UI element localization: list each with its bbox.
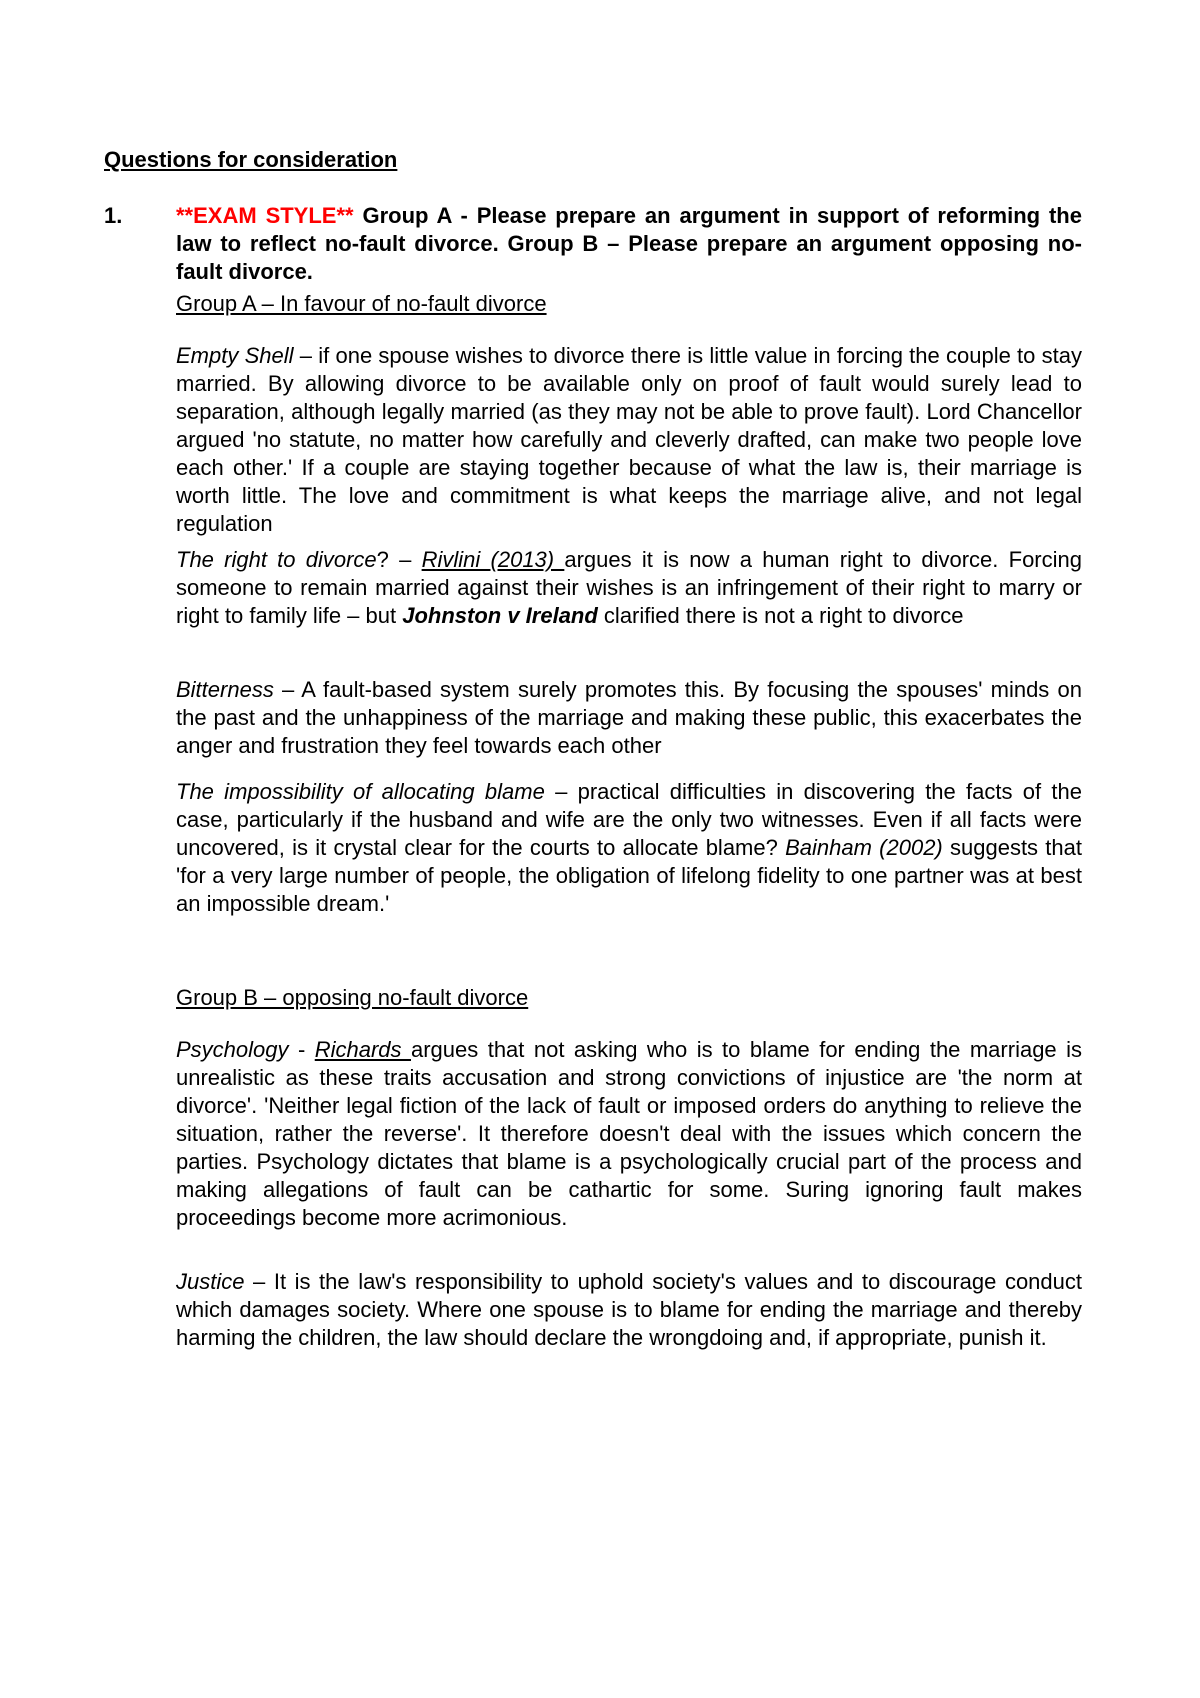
- right-to-divorce-text2: clarified there is not a right to divorce: [597, 603, 964, 628]
- justice-term: Justice: [176, 1269, 245, 1294]
- richards-citation: Richards: [314, 1037, 411, 1062]
- right-to-divorce-sep: ? –: [376, 547, 422, 572]
- justice-text: – It is the law's responsibility to uphold society's values and to discourage conduct which damages society. Where one spouse is to blame for ending the marriage and thereby harming the children, the law should declare the wrongdoing and, if appropriate, punish it.: [176, 1269, 1082, 1350]
- page-title: Questions for consideration: [104, 147, 398, 172]
- johnston-case: Johnston v Ireland: [402, 603, 598, 628]
- bainham-citation: Bainham (2002): [785, 835, 943, 860]
- group-a-bitterness-paragraph: [176, 676, 1082, 760]
- right-to-divorce-text1: argues it is now a human right to divorce. Forcing someone to remain married against their wishes is an infringement of their right to marry or right to family life – but: [176, 547, 1082, 628]
- question-number: 1.: [104, 203, 123, 228]
- question-body: Group A - Please prepare an argument in support of reforming the law to reflect no-fault divorce. Group B – Please prepare an argument opposing no-fault divorce.: [176, 203, 1082, 284]
- psychology-text: argues that not asking who is to blame for ending the marriage is unrealistic as these traits accusation and strong convictions of injustice are 'the norm at divorce'. 'Neither legal fiction of the lack of fault or imposed orders do anything to relieve the situation, rather the reverse'. It therefore doesn't deal with the issues which concern the parties. Psychology dictates that blame is a psychologically crucial part of the process and making allegations of fault can be cathartic for some. Suring ignoring fault makes proceedings become more acrimonious.: [176, 1037, 1082, 1230]
- right-to-divorce-term: The right to divorce: [176, 547, 377, 572]
- group-a-empty-shell-paragraph: [176, 342, 1082, 538]
- group-b-justice-paragraph: [176, 1268, 1082, 1352]
- empty-shell-term: Empty Shell: [176, 343, 294, 368]
- question-1: [104, 202, 1082, 286]
- group-a-blame-paragraph: [176, 778, 1082, 918]
- group-a-right-to-divorce-paragraph: [176, 546, 1082, 630]
- psychology-sep: -: [288, 1037, 315, 1062]
- empty-shell-text: – if one spouse wishes to divorce there is little value in forcing the couple to stay married. By allowing divorce to be available only on proof of fault would surely lead to separation, although legally married (as they may not be able to prove fault). Lord Chancellor argued 'no statute, no matter how carefully and cleverly drafted, can make two people love each other.' If a couple are staying together because of what the law is, their marriage is worth little. The love and commitment is what keeps the marriage alive, and not legal regulation: [176, 343, 1082, 536]
- group-a-title: Group A – In favour of no-fault divorce: [176, 291, 547, 316]
- group-b-psychology-paragraph: [176, 1036, 1082, 1232]
- blame-text1: – practical difficulties in discovering the facts of the case, particularly if the husband and wife are the only two witnesses. Even if all facts were uncovered, is it crystal clear for the courts to allocate blame?: [176, 779, 1082, 860]
- bitterness-text: – A fault-based system surely promotes this. By focusing the spouses' minds on the past and the unhappiness of the marriage and making these public, this exacerbates the anger and frustration they feel towards each other: [176, 677, 1082, 758]
- psychology-term: Psychology: [176, 1037, 289, 1062]
- question-text: [176, 202, 1082, 286]
- blame-term: The impossibility of allocating blame: [176, 779, 545, 804]
- bitterness-term: Bitterness: [176, 677, 274, 702]
- exam-style-tag: **EXAM STYLE**: [176, 203, 354, 228]
- rivlini-citation: Rivlini (2013): [421, 547, 565, 572]
- blame-text2: suggests that 'for a very large number of people, the obligation of lifelong fidelity to one partner was at best an impossible dream.': [176, 835, 1082, 916]
- group-b-title: Group B – opposing no-fault divorce: [176, 985, 529, 1010]
